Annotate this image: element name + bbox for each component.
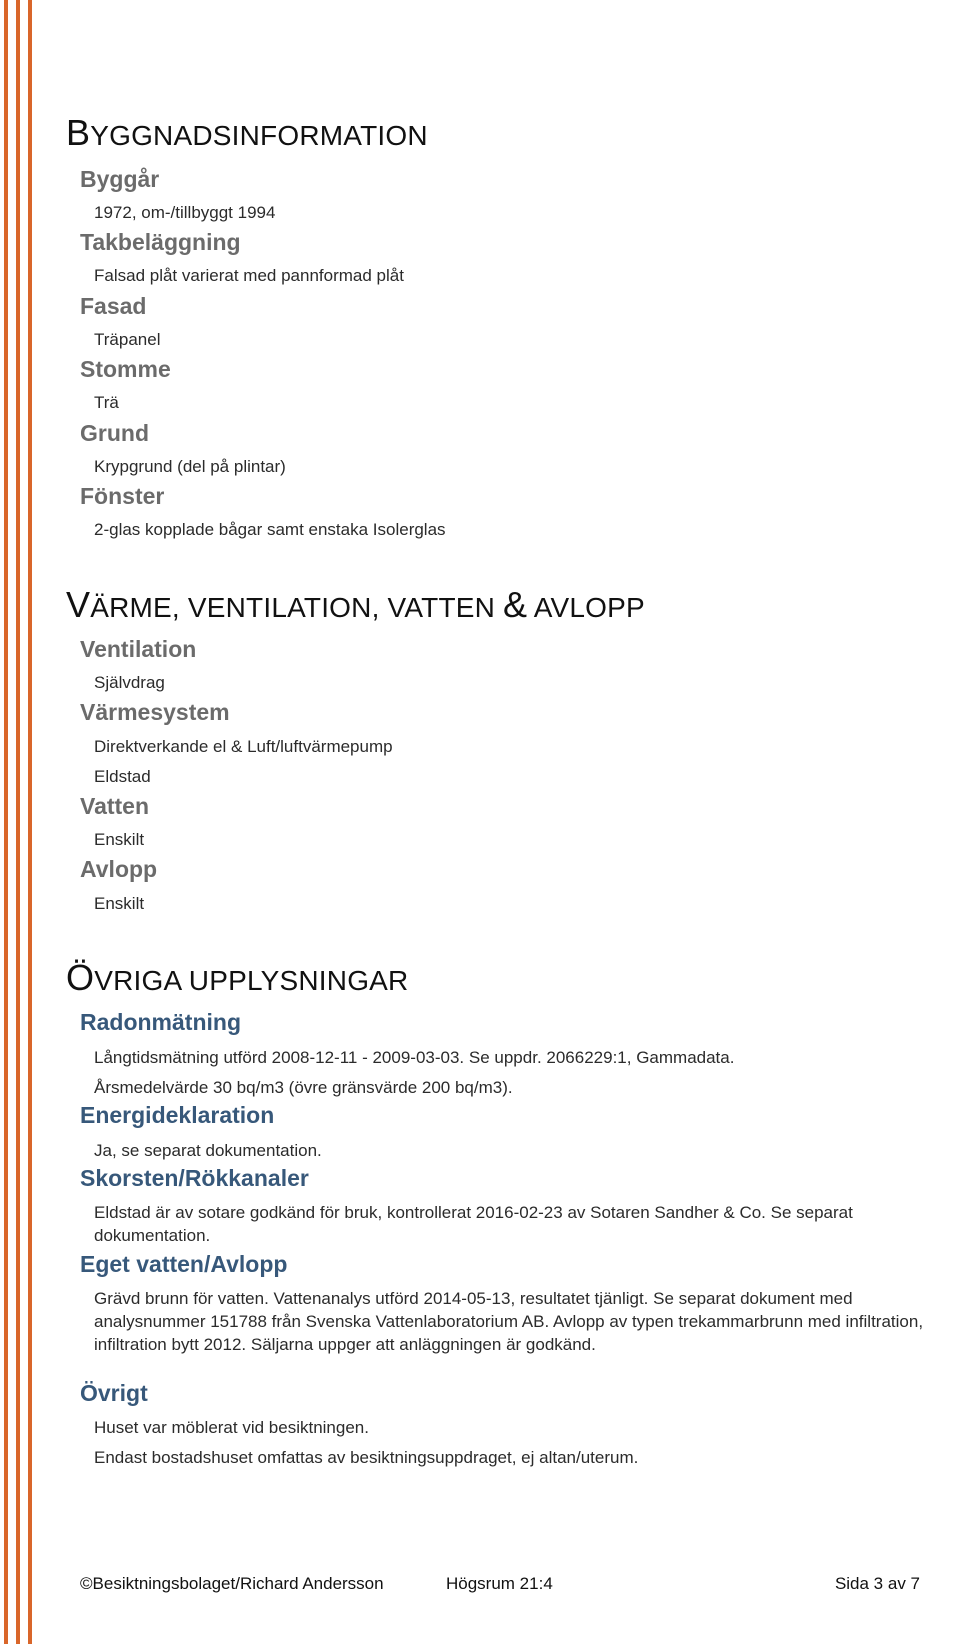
value-avlopp: Enskilt (94, 894, 145, 913)
section-title-initial: V (66, 584, 91, 625)
value-takbelaggning: Falsad plåt varierat med pannformad plåt (94, 266, 404, 285)
value-skorsten: Eldstad är av sotare godkänd för bruk, kontrollerat 2016-02-23 av Sotaren Sandher & Co. Se separat dokumentation. (94, 1203, 853, 1245)
section-title-ampersand: & (503, 584, 528, 625)
label-eget-vatten: Eget vatten/Avlopp (80, 1251, 288, 1277)
decorative-stripe-3 (28, 0, 32, 1644)
value-energideklaration: Ja, se separat dokumentation. (94, 1141, 322, 1160)
footer-page-number: Sida 3 av 7 (834, 1574, 920, 1593)
section-title-building (66, 112, 428, 154)
section-title-other (66, 957, 408, 999)
label-varmesystem: Värmesystem (80, 699, 230, 725)
label-skorsten: Skorsten/Rökkanaler (80, 1165, 309, 1191)
value-ovrigt: Huset var möblerat vid besiktningen. (94, 1418, 369, 1437)
label-takbelaggning: Takbeläggning (80, 229, 241, 255)
label-radonmatning: Radonmätning (80, 1009, 241, 1035)
label-stomme: Stomme (80, 356, 171, 382)
value-ovrigt-2: Endast bostadshuset omfattas av besiktningsuppdraget, ej altan/uterum. (94, 1448, 639, 1467)
value-radonmatning-2: Årsmedelvärde 30 bq/m3 (övre gränsvärde 200 bq/m3). (94, 1078, 513, 1097)
label-fasad: Fasad (80, 293, 147, 319)
value-vatten: Enskilt (94, 830, 145, 849)
label-vatten: Vatten (80, 793, 150, 819)
section-title-initial: B (66, 112, 91, 153)
label-ovrigt: Övrigt (80, 1380, 148, 1406)
section-title-heating (66, 584, 645, 626)
label-avlopp: Avlopp (80, 856, 158, 882)
label-ventilation: Ventilation (80, 636, 197, 662)
section-title-rest: YGGNADSINFORMATION (90, 120, 428, 151)
value-fasad: Träpanel (94, 330, 161, 349)
footer-property: Högsrum 21:4 (446, 1574, 553, 1593)
value-fonster: 2-glas kopplade bågar samt enstaka Isolerglas (94, 520, 446, 539)
footer-copyright: ©Besiktningsbolaget/Richard Andersson (80, 1574, 384, 1593)
value-ventilation: Självdrag (94, 673, 165, 692)
value-stomme: Trä (94, 393, 119, 412)
value-byggar: 1972, om-/tillbyggt 1994 (94, 203, 276, 222)
label-byggar: Byggår (80, 166, 160, 192)
value-radonmatning: Långtidsmätning utförd 2008-12-11 - 2009-03-03. Se uppdr. 2066229:1, Gammadata. (94, 1048, 735, 1067)
value-varmesystem-2: Eldstad (94, 767, 151, 786)
section-title-rest-2: AVLOPP (533, 592, 645, 623)
label-grund: Grund (80, 420, 149, 446)
section-title-rest: ÄRME, VENTILATION, VATTEN (90, 592, 496, 623)
value-eget-vatten: Grävd brunn för vatten. Vattenanalys utförd 2014-05-13, resultatet tjänligt. Se separat dokument med analysnummer 151788 från Svenska Vattenlaboratorium AB. Avlopp av typen trekammarbrunn med infiltration, infiltration bytt 2012. Säljarna uppger att anläggningen är godkänd. (94, 1289, 924, 1354)
decorative-stripe-2 (16, 0, 20, 1644)
section-title-initial: Ö (66, 957, 95, 998)
value-varmesystem: Direktverkande el & Luft/luftvärmepump (94, 737, 393, 756)
label-energideklaration: Energideklaration (80, 1102, 275, 1128)
value-grund: Krypgrund (del på plintar) (94, 457, 286, 476)
section-title-rest: VRIGA UPPLYSNINGAR (94, 965, 409, 996)
decorative-stripe-1 (4, 0, 8, 1644)
label-fonster: Fönster (80, 483, 165, 509)
